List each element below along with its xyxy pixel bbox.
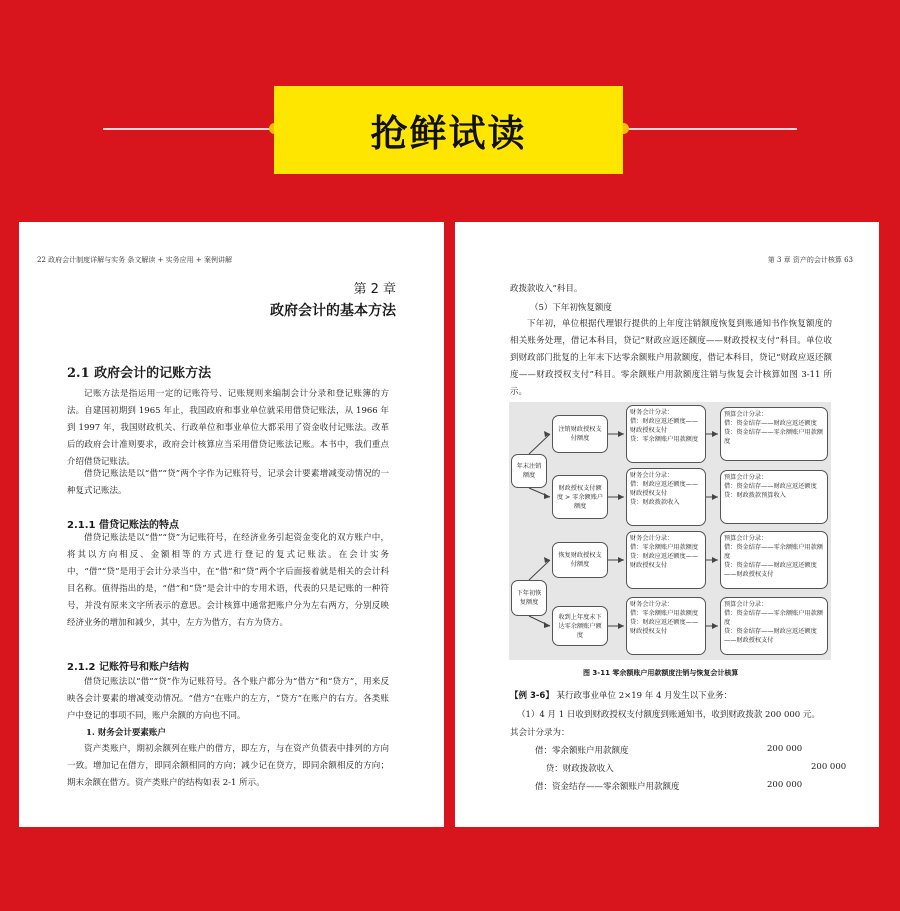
- paragraph: 借贷记账法是以“借”“贷”两个字作为记账符号，记录会计要素增减变动情况的一种复式记账法。: [67, 469, 389, 496]
- section-heading: 2.1 政府会计的记账方法: [67, 366, 212, 381]
- sub-heading: 1. 财务会计要素账户: [86, 728, 166, 738]
- text-line: 政拨款收入”科目。: [510, 284, 583, 294]
- diagram-step-node: 收到上年度末下达零余额账户额度: [552, 606, 608, 646]
- preview-banner: [274, 86, 623, 174]
- example-text: 某行政事业单位 2×19 年 4 月发生以下业务：: [556, 691, 733, 701]
- sub-heading: （5）下年初恢复额度: [530, 303, 612, 313]
- diagram-step-node: 恢复财政授权支付额度: [552, 542, 608, 578]
- entry-label: 借：零余额账户用款额度: [535, 746, 629, 756]
- diagram-root-node: 下年初恢复额度: [511, 580, 547, 616]
- financial-entry-node: 财务会计分录： 借：零余额账户用款额度 贷：财政应返还额度——财政授权支付: [626, 531, 706, 589]
- budget-entry-node: 预算会计分录： 借：资金结存——财政应返还额度 贷：资金结存——零余额账户用款额度: [720, 407, 828, 461]
- banner-title: 抢鲜试读: [370, 112, 527, 155]
- budget-entry-node: 预算会计分录： 借：资金结存——零余额账户用款额度 贷：资金结存——财政应返还额度——财政授权支付: [720, 531, 828, 589]
- example-label: 【例 3-6】: [510, 691, 554, 701]
- diagram-step-node: 注销财政授权支付额度: [552, 415, 608, 453]
- paragraph: 借贷记账法以“借”“贷”作为记账符号。各个账户都分为“借方”和“贷方”，用来反映各会计要素的增减变动情况。“借方”在账户的左方，“贷方”在账户的右方。各类账户中登记的事项不同，账户余额的方向也不同。: [67, 677, 389, 721]
- banner-line-left: [103, 128, 275, 130]
- paragraph: 借贷记账法是以“借”“贷”为记账符号，在经济业务引起资金变化的双方账户中，将其以方向相反、金额相等的方式进行登记的复式记账法。在会计实务中，“借”“贷”是用于会计分录当中，在“借”和“贷”两个字后面接着就是相关的会计科目名称。值得指出的是，“借”和“贷”是会计中的专用术语，代表的只是记账的一种符号，并没有原来文字所表示的意思。会计核算中通常把账户分为左右两方，分别反映经济业务的增加和减少，其中，左方为借方，右方为贷方。: [67, 533, 389, 628]
- chapter-number: 第 2 章: [353, 282, 396, 297]
- entry-label: 贷：财政拨款收入: [535, 764, 614, 774]
- entry-amount: 200 000: [767, 744, 803, 754]
- banner-line-right: [623, 128, 797, 130]
- running-header: 22 政府会计制度详解与实务 条文解读 + 实务应用 + 案例讲解: [37, 256, 232, 264]
- book-page-right: [455, 222, 879, 827]
- budget-entry-node: 预算会计分录： 借：资金结存——财政应返还额度 贷：财政拨款预算收入: [720, 470, 828, 524]
- financial-entry-node: 财务会计分录： 借：零余额账户用款额度 贷：财政应返还额度——财政授权支付: [626, 597, 706, 655]
- example-line: [510, 689, 732, 701]
- running-header: 第 3 章 资产的会计核算 63: [767, 256, 853, 264]
- entry-amount: 200 000: [767, 780, 803, 790]
- entry-label: 借：资金结存——零余额账户用款额度: [535, 782, 680, 792]
- diagram-step-node: 财政授权支付额度 > 零余额账户额度: [552, 475, 608, 519]
- subsection-heading: 2.1.1 借贷记账法的特点: [67, 520, 179, 531]
- entry-amount: 200 000: [811, 762, 847, 772]
- paragraph: 下年初，单位根据代理银行提供的上年度注销额度恢复到账通知书作恢复额度的相关账务处理，借记本科目，贷记“财政应返还额度——财政授权支付”科目。单位收到财政部门批复的上年末下达零余额账户用款额度，借记本科目，贷记“财政应返还额度——财政授权支付”科目。零余额账户用款额度注销与恢复会计核算如图 3-11 所示。: [510, 319, 832, 397]
- diagram-root-node: 年末注销额度: [511, 454, 547, 488]
- financial-entry-node: 财务会计分录： 借：财政应返还额度——财政授权支付 贷：零余额账户用款额度: [626, 405, 706, 463]
- paragraph: 记账方法是指运用一定的记账符号、记账规则来编制会计分录和登记账簿的方法。自建国初期到 1965 年止，我国政府和事业单位就采用借贷记账法，从 1966 年到 1997 年，我国财政机关、行政单位和事业单位大都采用了资金收付记账法。改革后的政府会计准则要求，政府会计核算应当采用借贷记账法记账。本书中，我们重点介绍借贷记账法。: [67, 389, 389, 467]
- figure-caption: 图 3-11 零余额账户用款额度注销与恢复会计核算: [583, 669, 739, 677]
- text-line: 其会计分录为：: [510, 728, 570, 738]
- paragraph: 资产类账户，期初余额列在账户的借方，即左方，与在资产负债表中排列的方向一致。增加记在借方，即同余额相同的方向；减少记在贷方，即同余额相反的方向；期末余额在借方。资产类账户的结构如表 2-1 所示。: [67, 744, 389, 788]
- book-page-left: [19, 222, 444, 827]
- chapter-title: 政府会计的基本方法: [270, 303, 396, 319]
- subsection-heading: 2.1.2 记账符号和账户结构: [67, 662, 189, 673]
- financial-entry-node: 财务会计分录： 借：财政应返还额度——财政授权支付 贷：财政拨款收入: [626, 468, 706, 526]
- text-line: （1）4 月 1 日收到财政授权支付额度到账通知书，收到财政拨款 200 000 元。: [517, 710, 820, 720]
- budget-entry-node: 预算会计分录： 借：资金结存——零余额账户用款额度 贷：资金结存——财政应返还额度——财政授权支付: [720, 597, 828, 655]
